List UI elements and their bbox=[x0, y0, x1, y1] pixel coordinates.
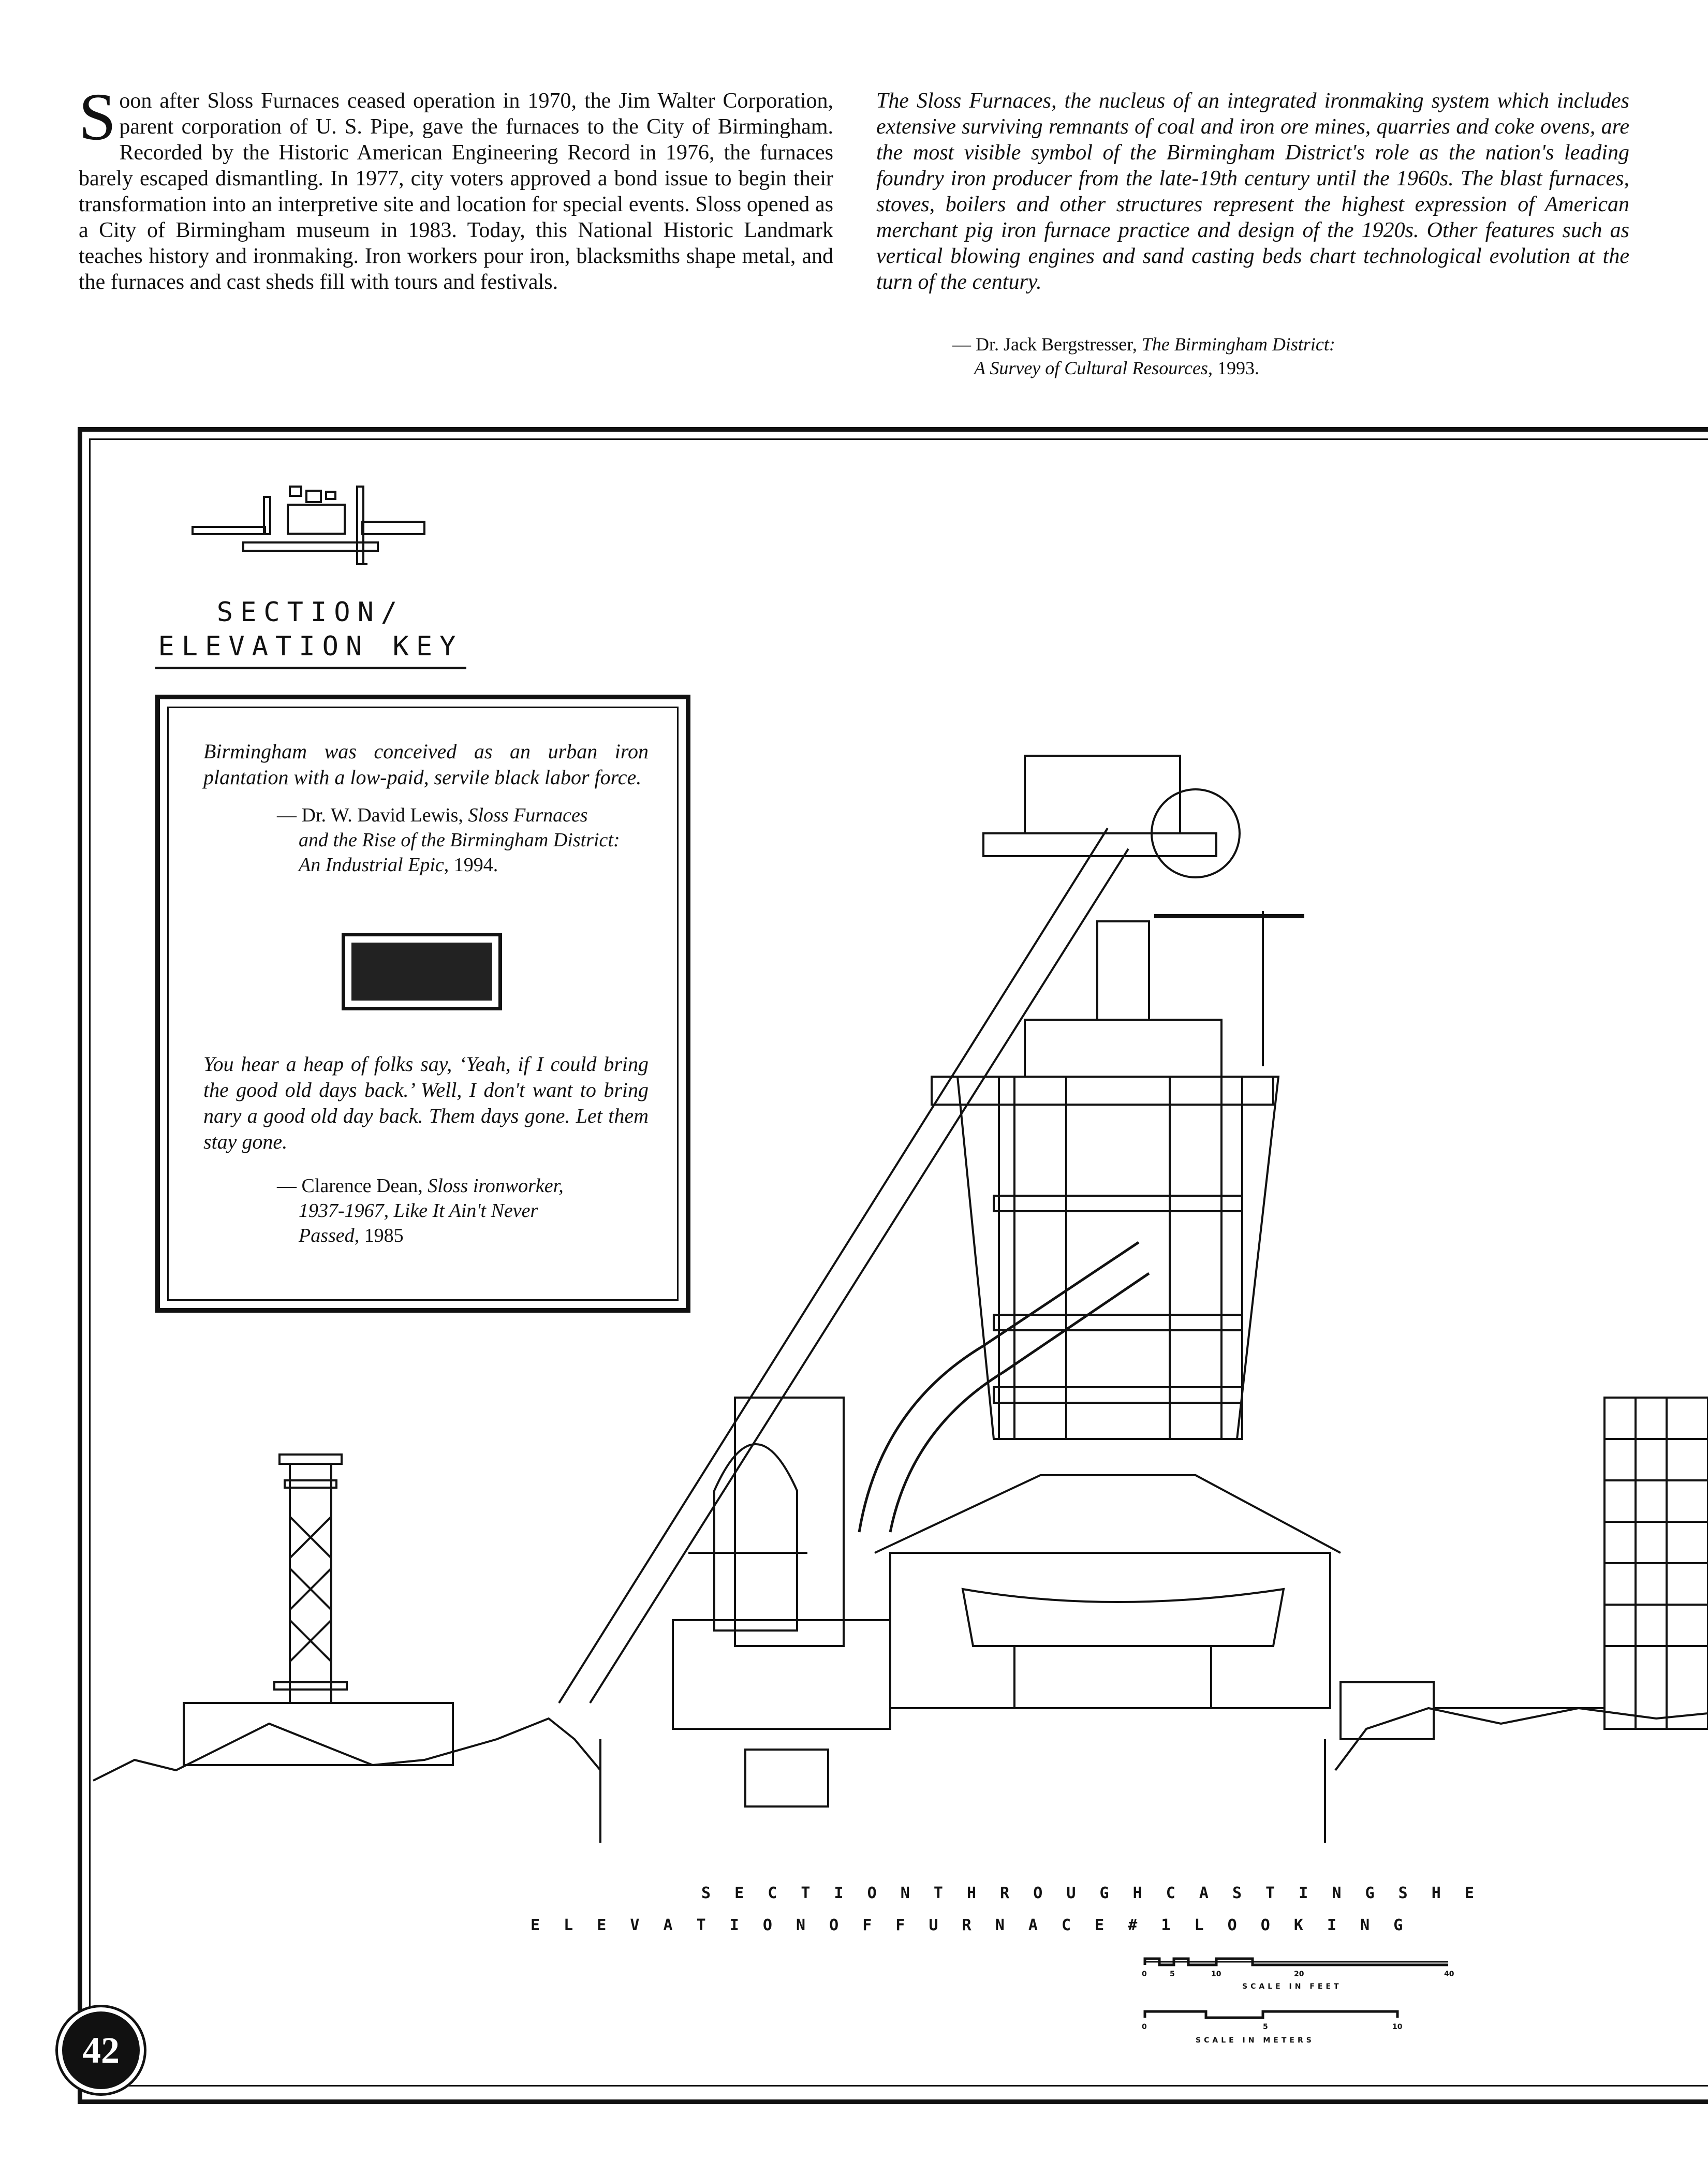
quote1-title-1: Sloss Furnaces bbox=[468, 804, 588, 826]
furnace-tower bbox=[932, 756, 1304, 1708]
epigraph-year: , 1993. bbox=[1208, 358, 1259, 378]
quote2-role-2: 1937-1967, Like It Ain't Never bbox=[299, 1200, 538, 1222]
quote2-year: , 1985 bbox=[354, 1225, 404, 1246]
key-title-line1: SECTION/ bbox=[216, 597, 405, 628]
quote1-title-3: An Industrial Epic bbox=[299, 854, 444, 876]
epigraph-title-2: A Survey of Cultural Resources bbox=[974, 358, 1208, 378]
scale-meters-label: SCALE IN METERS bbox=[1196, 2036, 1315, 2045]
epigraph-title-1: The Birmingham District: bbox=[1141, 334, 1335, 355]
page-number: 42 bbox=[58, 2007, 144, 2093]
quote1-year: , 1994. bbox=[444, 854, 498, 876]
scale-feet-tick-20: 20 bbox=[1294, 1970, 1304, 1978]
quote2-text: You hear a heap of folks say, ‘Yeah, if I could bring the good old days back.’ Well, I don't want to bring nary a good old day back. Them days gone. Let them stay gone. bbox=[203, 1052, 649, 1153]
scale-feet-tick-40: 40 bbox=[1444, 1970, 1454, 1978]
quote1-title-2: and the Rise of the Birmingham District: bbox=[299, 829, 620, 851]
caption-line2: E L E V A T I O N O F F U R N A C E # 1 L O O K I N G bbox=[531, 1916, 1410, 1934]
quote2-attribution bbox=[277, 1173, 564, 1248]
scale-feet-tick-10: 10 bbox=[1211, 1970, 1221, 1978]
ornament-icon bbox=[342, 933, 502, 1010]
left-tower bbox=[274, 1455, 347, 1703]
epigraph-author: — Dr. Jack Bergstresser, bbox=[952, 334, 1142, 355]
caption-line1: S E C T I O N T H R O U G H C A S T I N G S H E bbox=[701, 1884, 1481, 1902]
scale-m-tick-0: 0 bbox=[1142, 2023, 1147, 2031]
quote1-author: — Dr. W. David Lewis, bbox=[277, 804, 468, 826]
scale-m-tick-10: 10 bbox=[1392, 2023, 1403, 2031]
quote2-role-1: Sloss ironworker, bbox=[428, 1175, 564, 1197]
drop-cap: S bbox=[79, 80, 116, 154]
quote1-attribution bbox=[277, 803, 620, 877]
scale-feet-label: SCALE IN FEET bbox=[1242, 1982, 1342, 1991]
quote1-text: Birmingham was conceived as an urban iron plantation with a low-paid, servile black labor force. bbox=[203, 740, 649, 789]
right-tower bbox=[1604, 1398, 1708, 1729]
section-elevation-key-title bbox=[150, 595, 471, 669]
epigraph-quote: The Sloss Furnaces, the nucleus of an integrated ironmaking system which includes extensive surviving remnants of coal and iron ore mines, quarries and coke ovens, are the most visible symbol of the Birmingham District's role as the nation's leading foundry iron producer from the late-19th century until the 1960s. The blast furnaces, stoves, boilers and other structures represent the highest expression of American merchant pig iron furnace practice and design of the 1920s. Other features such as vertical blowing engines and sand casting beds chart technological evolution at the turn of the century. bbox=[876, 89, 1629, 294]
intro-text: oon after Sloss Furnaces ceased operation in 1970, the Jim Walter Corporation, parent corporation of U. S. Pipe, gave the furnaces to the City of Birmingham. Recorded by the Historic American Engineering Record in 1976, the furnaces barely escaped dismantling. In 1977, city voters approved a bond issue to begin their transformation into an interpretive site and location for special events. Sloss opened as a City of Birmingham museum in 1983. Today, this National Historic Landmark teaches history and ironmaking. Iron workers pour iron, blacksmiths shape metal, and the furnaces and cast sheds fill with tours and festivals. bbox=[79, 89, 833, 294]
site-plan-key-icon bbox=[193, 487, 424, 564]
quote2-role-3: Passed bbox=[299, 1225, 355, 1246]
quote2-author: — Clarence Dean, bbox=[277, 1175, 428, 1197]
scale-m-tick-5: 5 bbox=[1263, 2023, 1268, 2031]
scale-feet-tick-5: 5 bbox=[1170, 1970, 1175, 1978]
key-title-line2: ELEVATION KEY bbox=[155, 629, 466, 669]
scale-feet-tick-0: 0 bbox=[1142, 1970, 1147, 1978]
